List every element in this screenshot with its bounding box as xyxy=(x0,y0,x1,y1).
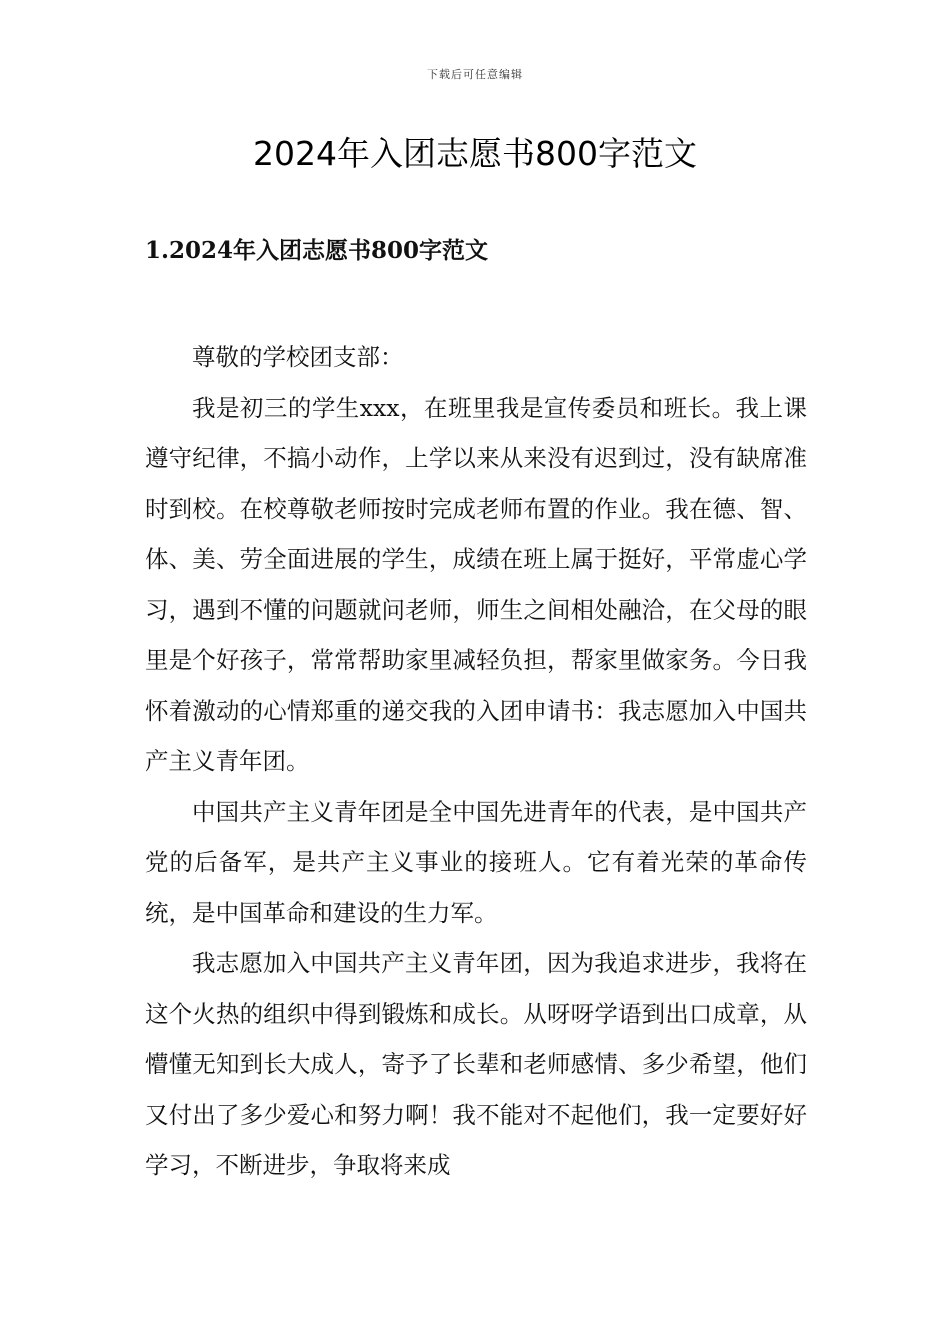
body-paragraph-2: 中国共产主义青年团是全中国先进青年的代表，是中国共产党的后备军，是共产主义事业的接班人。它有着光荣的革命传统，是中国革命和建设的生力军。 xyxy=(145,797,807,927)
body-paragraph-3: 我志愿加入中国共产主义青年团，因为我追求进步，我将在这个火热的组织中得到锻炼和成长。从呀呀学语到出口成章，从懵懂无知到长大成人，寄予了长辈和老师感情、多少希望，他们又付出了多少爱心和努力啊！我不能对不起他们，我一定要好好学习，不断进步，争取将来成 xyxy=(145,949,807,1179)
header-note: 下载后可任意编辑 xyxy=(427,68,523,81)
body-paragraph-1: 我是初三的学生xxx，在班里我是宣传委员和班长。我上课遵守纪律，不搞小动作，上学以来从来没有迟到过，没有缺席准时到校。在校尊敬老师按时完成老师布置的作业。我在德、智、体、美、劳全面进展的学生，成绩在班上属于挺好，平常虚心学习，遇到不懂的问题就问老师，师生之间相处融洽，在父母的眼里是个好孩子，常常帮助家里减轻负担，帮家里做家务。今日我怀着激动的心情郑重的递交我的入团申请书：我志愿加入中国共产主义青年团。 xyxy=(145,393,807,775)
document-title: 2024年入团志愿书800字范文 xyxy=(253,134,697,173)
document-body xyxy=(145,332,807,1191)
section-heading: 1.2024年入团志愿书800字范文 xyxy=(145,237,489,264)
salutation: 尊敬的学校团支部： xyxy=(192,343,404,371)
